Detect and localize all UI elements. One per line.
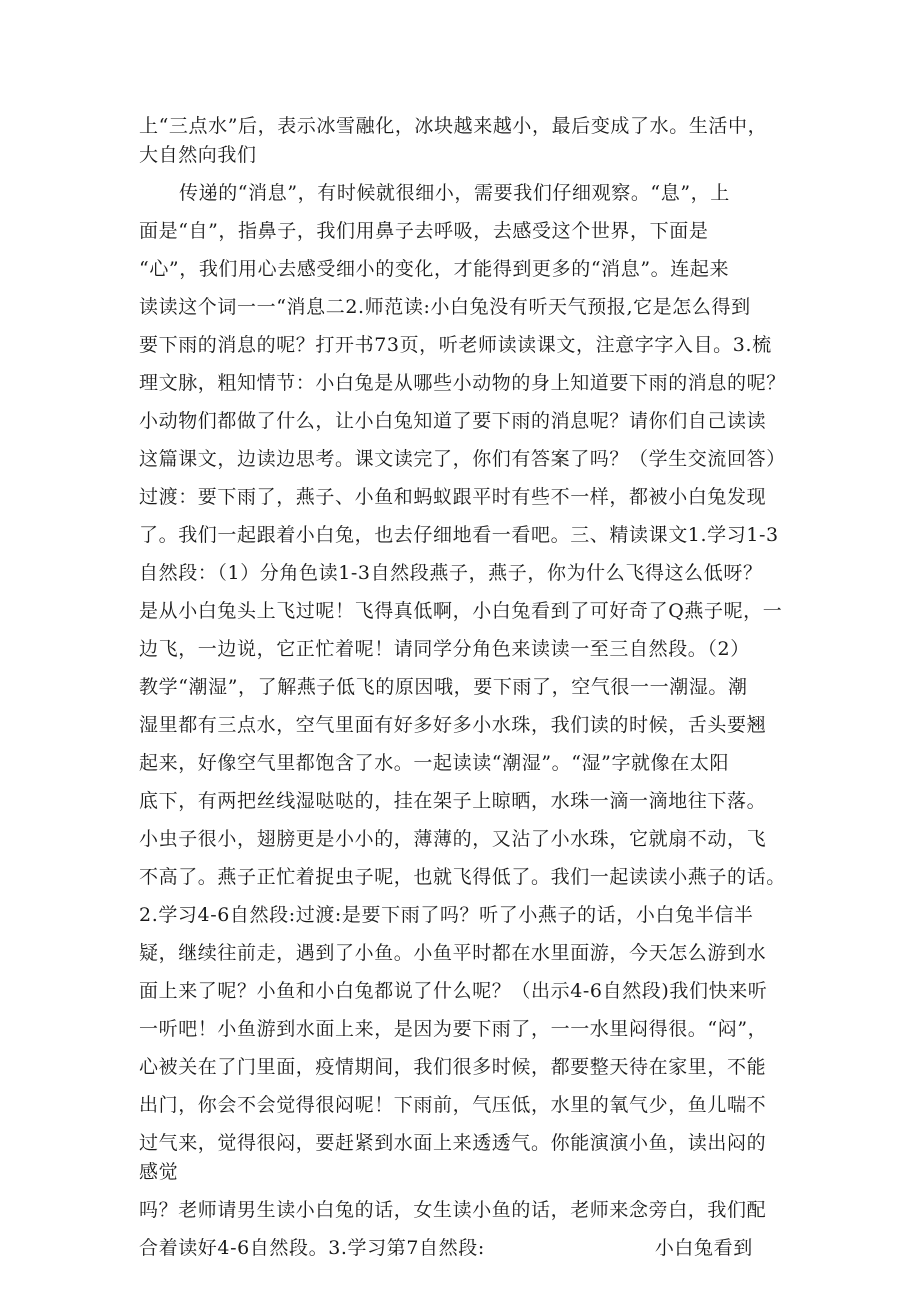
text-line-19: 底下，有两把丝线湿哒哒的，挂在架子上晾晒，水珠一滴一滴地往下落。 bbox=[139, 790, 767, 812]
text-line-18: 起来，好像空气里都饱含了水。一起读读“潮湿”。“湿”字就像在太阳 bbox=[139, 752, 730, 774]
text-line-25: 一听吧！小鱼游到水面上来，是因为要下雨了，一一水里闷得很。“闷”， bbox=[139, 1018, 768, 1040]
text-line-22: 2.学习4-6自然段:过渡:是要下雨了吗？听了小燕子的话，小白兔半信半 bbox=[139, 904, 754, 926]
text-line-9: 小动物们都做了什么，让小白兔知道了要下雨的消息呢？请你们自己读读 bbox=[139, 410, 767, 432]
text-line-4: 面是“自”，指鼻子，我们用鼻子去呼吸，去感受这个世界，下面是 bbox=[139, 220, 709, 242]
text-line-1: 上“三点水”后，表示冰雪融化，冰块越来越小，最后变成了水。生活中， bbox=[139, 115, 768, 137]
text-line-6: 读读这个词一一“消息二2.师范读:小白兔没有听天气预报,它是怎么得到 bbox=[139, 296, 751, 318]
text-line-31-end: 小白兔看到 bbox=[654, 1237, 753, 1259]
text-line-8: 理文脉，粗知情节：小白兔是从哪些小动物的身上知道要下雨的消息的呢？ bbox=[139, 372, 786, 394]
text-line-16: 教学“潮湿”，了解燕子低飞的原因哦，要下雨了，空气很一一潮湿。潮 bbox=[139, 676, 748, 698]
text-line-13: 自然段：（1）分角色读1-3自然段燕子，燕子，你为什么飞得这么低呀？ bbox=[139, 562, 763, 584]
text-line-14: 是从小白兔头上飞过呢！飞得真低啊，小白兔看到了可好奇了Q燕子呢，一 bbox=[139, 600, 783, 622]
text-line-17: 湿里都有三点水，空气里面有好多好多小水珠，我们读的时候，舌头要翘 bbox=[139, 714, 767, 736]
text-line-31-start: 合着读好4-6自然段。3.学习第7自然段: bbox=[139, 1237, 485, 1259]
text-line-26: 心被关在了门里面，疫情期间，我们很多时候，都要整天待在家里，不能 bbox=[139, 1056, 767, 1078]
text-line-20: 小虫子很小，翅膀更是小小的，薄薄的，又沾了小水珠，它就扇不动，飞 bbox=[139, 828, 767, 850]
text-line-5: “心”，我们用心去感受细小的变化，才能得到更多的“消息”。连起来 bbox=[139, 258, 730, 280]
text-line-21: 不高了。燕子正忙着捉虫子呢，也就飞得低了。我们一起读读小燕子的话。 bbox=[139, 866, 786, 888]
text-line-31 bbox=[139, 1234, 799, 1263]
text-line-29: 感觉 bbox=[139, 1161, 179, 1183]
text-line-15: 边飞，一边说，它正忙着呢！请同学分角色来读读一至三自然段。（2） bbox=[139, 638, 750, 660]
text-line-27: 出门，你会不会觉得很闷呢！下雨前，气压低，水里的氧气少，鱼儿喘不 bbox=[139, 1094, 767, 1116]
text-line-10: 这篇课文，边读边思考。课文读完了，你们有答案了吗？（学生交流回答） bbox=[139, 448, 786, 470]
text-line-3: 传递的“消息”，有时候就很细小，需要我们仔细观察。“息”，上 bbox=[179, 182, 730, 204]
document-page bbox=[139, 112, 799, 1263]
text-line-28: 过气来，觉得很闷，要赶紧到水面上来透透气。你能演演小鱼，读出闷的 bbox=[139, 1132, 767, 1154]
text-line-11: 过渡：要下雨了，燕子、小鱼和蚂蚁跟平时有些不一样，都被小白兔发现 bbox=[139, 486, 767, 508]
text-line-2: 大自然向我们 bbox=[139, 144, 257, 166]
text-line-30: 吗？老师请男生读小白兔的话，女生读小鱼的话，老师来念旁白，我们配 bbox=[139, 1199, 767, 1221]
text-line-23: 疑，继续往前走，遇到了小鱼。小鱼平时都在水里面游，今天怎么游到水 bbox=[139, 942, 767, 964]
text-line-24: 面上来了呢？小鱼和小白兔都说了什么呢？（出示4-6自然段)我们快来听 bbox=[139, 980, 768, 1002]
text-line-7: 要下雨的消息的呢？打开书73页，听老师读读课文，注意字字入目。3.梳 bbox=[139, 334, 772, 356]
text-line-12: 了。我们一起跟着小白兔，也去仔细地看一看吧。三、精读课文1.学习1-3 bbox=[139, 524, 779, 546]
